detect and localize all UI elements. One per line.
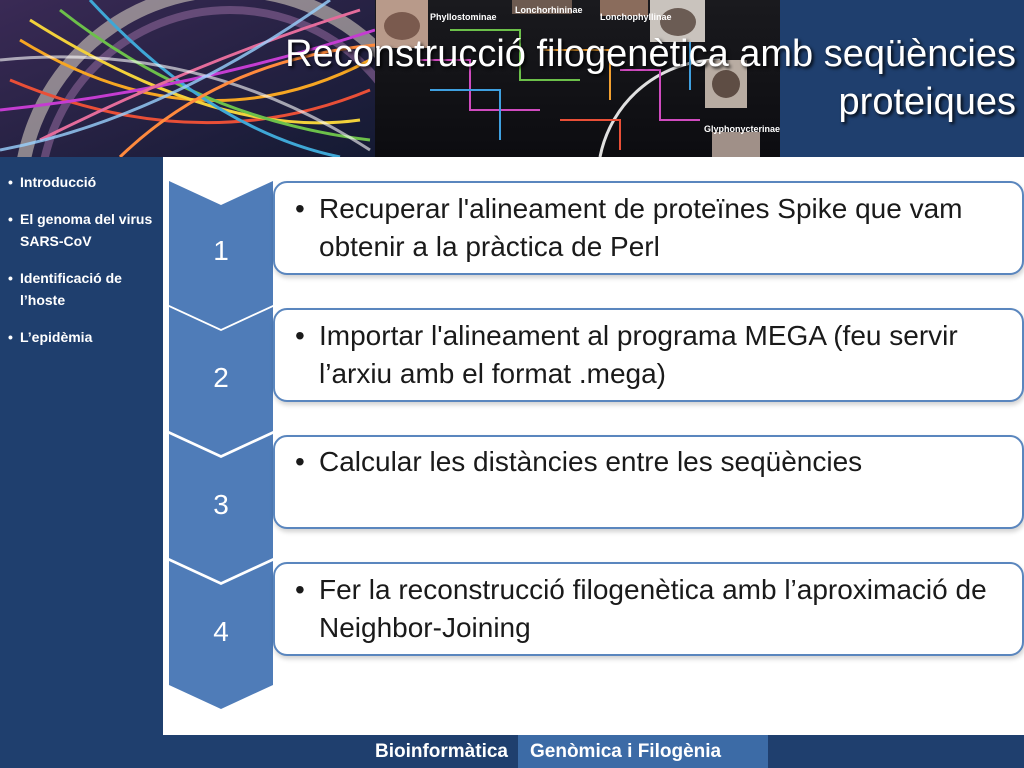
banner-label-glyphonycterinae: Glyphonycterinae <box>704 124 781 134</box>
banner-label-lonchophyllinae: Lonchophyllinae <box>600 12 672 22</box>
step-box-2 <box>273 308 1024 402</box>
slide-title: Reconstrucció filogenètica amb seqüències proteiques <box>285 33 1016 123</box>
banner-label-phyllostominae: Phyllostominae <box>430 12 497 22</box>
footer-course-label: Bioinformàtica <box>374 741 508 762</box>
sidebar-item-identificacio[interactable]: • Identificació de l’hoste <box>8 267 155 311</box>
step-number-3: 3 <box>213 489 229 520</box>
step-box-3 <box>273 435 1024 529</box>
footer-topic-label: Genòmica i Filogènia <box>518 735 768 768</box>
sidebar-item-genoma[interactable]: • El genoma del virus SARS-CoV <box>8 208 155 252</box>
sidebar-list <box>0 157 163 348</box>
step-text-4: • Fer la reconstrucció filogenètica amb l’aproximació de Neighbor-Joining <box>319 571 1002 647</box>
step-box-4 <box>273 562 1024 656</box>
header-banner <box>0 0 1024 157</box>
sidebar-nav <box>0 157 163 735</box>
step-box-1 <box>273 181 1024 275</box>
step-number-1: 1 <box>213 235 229 266</box>
banner-label-lonchorhininae: Lonchorhininae <box>515 5 583 15</box>
sidebar-item-epidemia[interactable]: • L’epidèmia <box>8 326 155 348</box>
footer-bar <box>0 735 1024 768</box>
step-text-1: • Recuperar l'alineament de proteïnes Spike que vam obtenir a la pràctica de Perl <box>319 190 1002 266</box>
main-content <box>163 157 1024 735</box>
step-number-4: 4 <box>213 616 229 647</box>
step-number-2: 2 <box>213 362 229 393</box>
step-text-3: • Calcular les distàncies entre les seqüències <box>319 443 862 481</box>
sidebar-item-introduccio[interactable]: • Introducció <box>8 171 155 193</box>
step-text-2: • Importar l'alineament al programa MEGA (feu servir l’arxiu amb el format .mega) <box>319 317 1002 393</box>
